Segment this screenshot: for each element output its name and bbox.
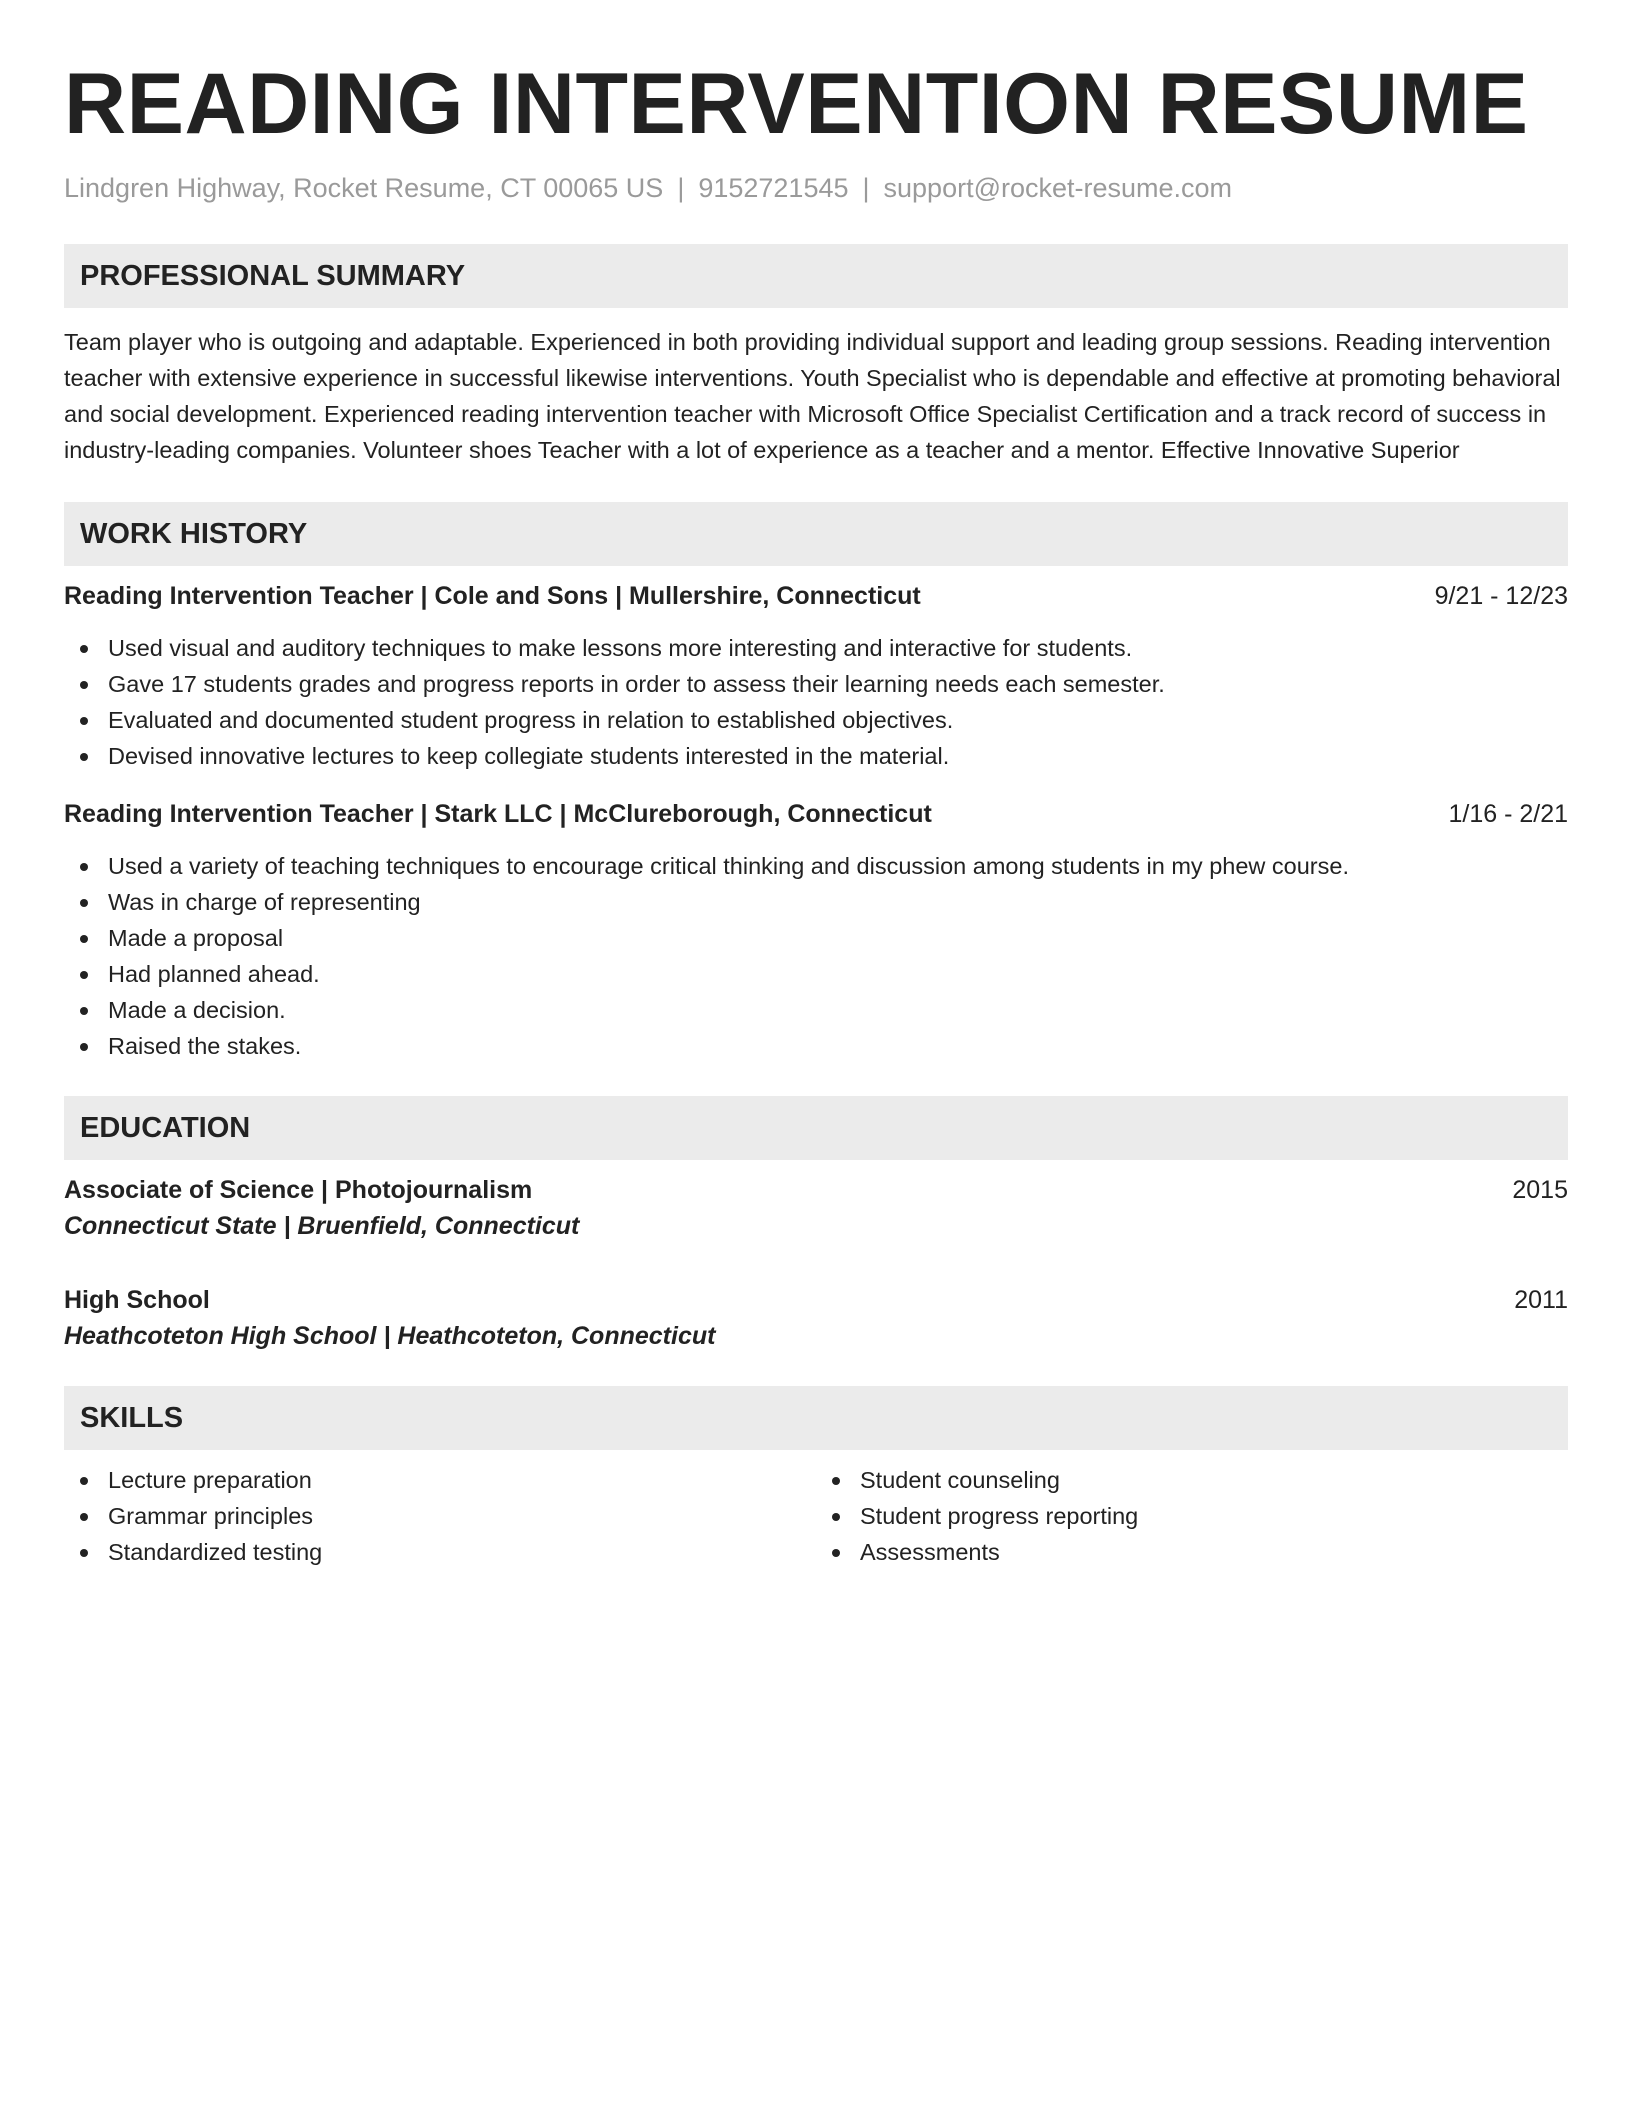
job-bullet: Made a proposal <box>64 920 1568 956</box>
education-school: Heathcoteton High School | Heathcoteton, Connecticut <box>64 1322 716 1350</box>
job-bullet: Was in charge of representing <box>64 884 1568 920</box>
education-year: 2011 <box>1514 1286 1568 1314</box>
job-title: Reading Intervention Teacher | Stark LLC | McClureborough, Connecticut <box>64 800 932 828</box>
job-title: Reading Intervention Teacher | Cole and Sons | Mullershire, Connecticut <box>64 582 921 610</box>
contact-address: Lindgren Highway, Rocket Resume, CT 00065 US <box>64 173 664 203</box>
section-heading-education: EDUCATION <box>64 1096 1568 1160</box>
job-header <box>64 796 1568 832</box>
job-entry <box>64 796 1568 1064</box>
section-heading-work-history: WORK HISTORY <box>64 502 1568 566</box>
job-entry <box>64 578 1568 774</box>
job-dates: 9/21 - 12/23 <box>1434 582 1568 610</box>
job-bullet: Devised innovative lectures to keep collegiate students interested in the material. <box>64 738 1568 774</box>
job-bullet: Used a variety of teaching techniques to encourage critical thinking and discussion among students in my phew course. <box>64 848 1568 884</box>
education-year: 2015 <box>1512 1176 1568 1204</box>
skills-column-right <box>816 1462 1568 1570</box>
education-entry <box>64 1282 1568 1354</box>
skills-column-left <box>64 1462 816 1570</box>
skills-grid <box>64 1462 1568 1570</box>
skill-item: Student progress reporting <box>816 1498 1568 1534</box>
contact-line <box>64 170 1568 206</box>
job-bullet: Had planned ahead. <box>64 956 1568 992</box>
summary-text: Team player who is outgoing and adaptable. Experienced in both providing individual support and leading group sessions. Reading intervention teacher with extensive experience in successful likewise interventions. Youth Specialist who is dependable and effective at promoting behavioral and social development. Experienced reading intervention teacher with Microsoft Office Specialist Certification and a track record of success in industry-leading companies. Volunteer shoes Teacher with a lot of experience as a teacher and a mentor. Effective Innovative Superior <box>64 329 1561 463</box>
job-bullets <box>64 848 1568 1064</box>
education-school: Connecticut State | Bruenfield, Connecticut <box>64 1212 580 1240</box>
skill-item: Standardized testing <box>64 1534 816 1570</box>
resume-title: READING INTERVENTION RESUME <box>64 56 1529 152</box>
job-bullets <box>64 630 1568 774</box>
education-header <box>64 1282 1568 1318</box>
section-heading-skills: SKILLS <box>64 1386 1568 1450</box>
contact-separator: | <box>862 173 870 203</box>
job-bullet: Gave 17 students grades and progress reports in order to assess their learning needs each semester. <box>64 666 1568 702</box>
skill-item: Grammar principles <box>64 1498 816 1534</box>
job-bullet: Used visual and auditory techniques to make lessons more interesting and interactive for students. <box>64 630 1568 666</box>
section-heading-summary: PROFESSIONAL SUMMARY <box>64 244 1568 308</box>
contact-email: support@rocket-resume.com <box>883 173 1233 203</box>
contact-separator: | <box>677 173 685 203</box>
contact-phone: 9152721545 <box>698 173 849 203</box>
education-entry <box>64 1172 1568 1244</box>
education-degree: High School <box>64 1286 210 1314</box>
skill-item: Student counseling <box>816 1462 1568 1498</box>
job-bullet: Raised the stakes. <box>64 1028 1568 1064</box>
education-degree: Associate of Science | Photojournalism <box>64 1176 533 1204</box>
skill-item: Lecture preparation <box>64 1462 816 1498</box>
education-header <box>64 1172 1568 1208</box>
job-header <box>64 578 1568 614</box>
skill-item: Assessments <box>816 1534 1568 1570</box>
job-dates: 1/16 - 2/21 <box>1448 800 1568 828</box>
job-bullet: Made a decision. <box>64 992 1568 1028</box>
job-bullet: Evaluated and documented student progress in relation to established objectives. <box>64 702 1568 738</box>
